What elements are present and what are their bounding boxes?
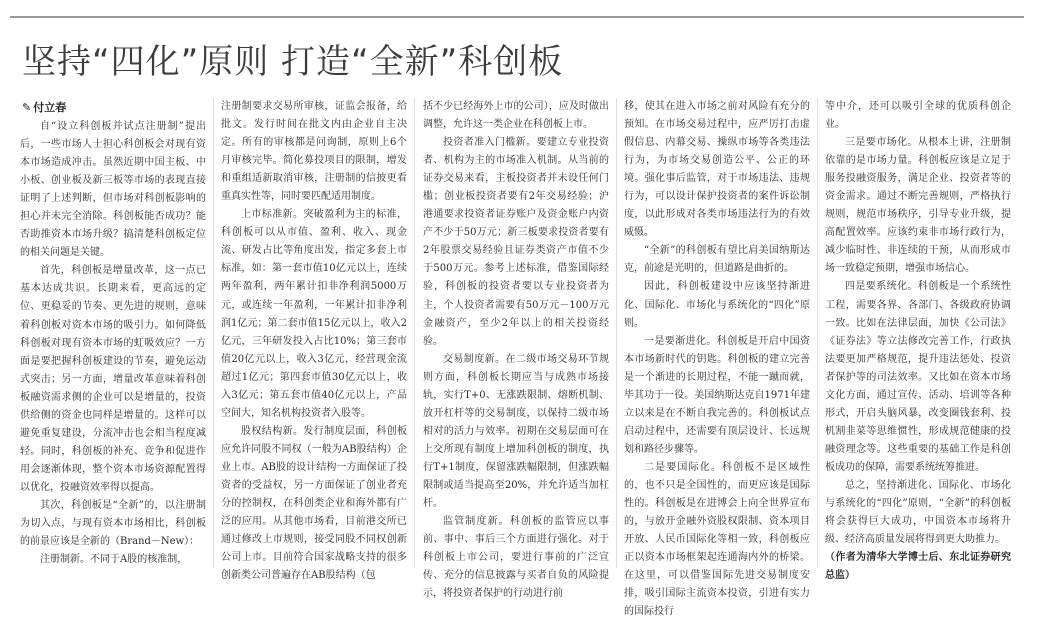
article-column-2	[221, 98, 407, 582]
column-divider	[213, 98, 214, 568]
article-column-3	[423, 98, 609, 600]
paragraph: 一是要渐进化。科创板是开启中国资本市场新时代的钥匙。科创板的建立完善是一个渐进的长期过程，不能一蹴而就，毕其功于一役。美国纳斯达克自1971年建立以来是在不断自我完善的。科创板试点启动过程中，还需要有顶层设计、长远规划和路径步骤等。	[624, 335, 810, 455]
article-column-4	[624, 98, 810, 618]
top-rule	[10, 16, 1024, 18]
column-divider	[817, 98, 818, 568]
paragraph: 注册制要求交易所审核，证监会报备，给批文。发行时间在批文内由企业自主决定。所有的审核都是问询制，原则上6个月审核完毕。简化募投项目的限制，增发和重组适新取消审核，注册制的信披更看重真实性等，同时要匹配适用制度。	[221, 101, 407, 203]
byline	[22, 99, 66, 115]
paragraph: 其次，科创板是“全新”的，以注册制为切入点，与现有资本市场相比，科创板的前景应该是全新的（Brand－New）：	[20, 499, 206, 548]
paragraph: 三是要市场化。从根本上讲，注册制依靠的是市场力量。科创板应该是立足于服务投融资服务，满足企业、投资者等的资金需求。通过不断完善规则，严格执行规则，规范市场秩序，引导专业升级，提高配置效率。应该约束非市场行政行为，减少临时性、非连续的干预，从而形成市场一致稳定预期，增强市场信心。	[825, 137, 1011, 275]
paragraph: 监管制度新。科创板的监管应以事前、事中、事后三个方面进行强化。对于科创板上市公司，要进行事前的广泛宣传、充分的信息披露与买者自负的风险提示，将投资者保护的行动进行前	[423, 516, 609, 600]
article-column-5	[825, 98, 1011, 582]
paragraph: 自“设立科创板并试点注册制”提出后，一些市场人士担心科创板会对现有资本市场造成冲击。虽然近期中国主板、中小板、创业板及新三板等市场的表现直接证明了上述判断，但市场对科创板影响的担心并未完全消除。科创板能否成功？能否助推资本市场升级？搞清楚科创板定位的相关问题是关键。	[20, 121, 206, 259]
paragraph: 交易制度新。在二级市场交易环节规则方面，科创板长期应当与成熟市场接轨，实行T+0、无涨跌限制、熔断机制、放开杠杆等的交易制度，以保持二级市场相对的活力与效率。初期在交易层面可在上交所现有制度上增加科创板的制度，执行T+1制度，保留涨跌幅限制，但涨跌幅限制或适当提高至20%，并允许适当加杠杆。	[423, 353, 609, 510]
paragraph: 投资者准入门槛新。要建立专业投资者、机构为主的市场准入机制。从当前的证券交易来看，主板投资者并未设任何门槛；创业板投资者要有2年交易经验；沪港通要求投资者证券账户及资金账户内资产不少于50万元；新三板要求投资者要有2年股票交易经验且证券类资产市值不少于500万元。参考上述标准，借鉴国际经验，科创板的投资者要以专业投资者为主，个人投资者需要有50万元－100万元金融资产，至少2年以上的相关投资经验。	[423, 137, 609, 347]
paragraph: 移，使其在进入市场之前对风险有充分的预知。在市场交易过程中，应严厉打击虚假信息、内幕交易、操纵市场等各类违法行为，为市场交易创造公平、公正的环境。强化事后监管，对于市场违法、违规行为，可以设计保护投资者的案件诉讼制度，以此形成对各类市场违法行为的有效威慑。	[624, 101, 810, 239]
article-headline: 坚持“四化”原则 打造“全新”科创板	[22, 42, 564, 82]
paragraph: “全新”的科创板有望比肩美国纳斯达克，前途是光明的，但道路是曲折的。	[624, 245, 810, 275]
paragraph: 因此，科创板建设中应该坚持渐进化、国际化、市场化与系统化的“四化”原则。	[624, 281, 810, 329]
paragraph: 总之，坚持渐进化、国际化、市场化与系统化的“四化”原则，“全新”的科创板将会获得巨大成功，中国资本市场将升级、经济高质量发展将得到更大助推力。	[825, 479, 1011, 546]
article-column-1	[20, 118, 206, 570]
paragraph: 四是要系统化。科创板是一个系统性工程，需要各界、各部门、各级政府协调一致。比如在法律层面，加快《公司法》《证券法》等立法修改完善工作，行政执法要更加严格规范，提升违法惩处、投资者保护等的司法效率。又比如在资本市场文化方面，通过宣传、活动、培训等各种形式，开启头脑风暴，改变圈钱套利、投机割韭菜等思维惯性，形成规范健康的投融资理念等。这些重要的基础工作是科创板成功的保障，需要系统统筹推进。	[825, 281, 1011, 473]
author-name: 付立春	[33, 101, 67, 114]
paragraph: 括不少已经海外上市的公司），应及时做出调整，允许这一类企业在科创板上市。	[423, 101, 609, 131]
column-divider	[414, 98, 415, 568]
author-note: （作者为清华大学博士后、东北证券研究总监）	[825, 552, 1011, 582]
pen-icon: ✎	[22, 101, 32, 114]
paragraph: 二是要国际化。科创板不是区域性的，也不只是全国性的，而更应该是国际性的。科创板是在进博会上向全世界宣布的，与放开金融外资股权限制、资本项目开放、人民币国际化等相一致，科创板应正以资本市场框架起连通海内外的桥梁。在这里，可以借鉴国际先进交易制度安排，吸引国际主流资本投资，引进有实力的国际投行	[624, 461, 810, 618]
paragraph: 股权结构新。发行制度层面，科创板应允许同股不同权（一般为AB股结构）企业上市。AB股的设计结构一方面保证了投资者的受益权，另一方面保证了创业者充分的控制权，在科创类企业和海外都有广泛的应用。从其他市场看，目前港交所已通过修改上市规则，接受同股不同权创新公司上市。目前符合国家战略支持的很多创新类公司普遍存在AB股结构（包	[221, 425, 407, 582]
paragraph: 上市标准新。突破盈利为主的标准，科创板可以从市值、盈利、收入、现金流、研发占比等角度出发，指定多套上市标准，如：第一套市值10亿元以上，连续两年盈利，两年累计扣非净利润5000万元，或连续一年盈利，一年累计扣非净利润1亿元；第二套市值15亿元以上，收入2亿元，三年研发投入占比10%；第三套市值20亿元以上，收入3亿元，经营现金流超过1亿元；第四套市值30亿元以上，收入3亿元；第五套市值40亿元以上，产品空间大，知名机构投资者入股等。	[221, 209, 407, 419]
paragraph: 首先，科创板是增量改革，这一点已基本达成共识。长期来看，更高远的定位、更稳妥的节奏、更先进的规则，意味着科创板对资本市场的吸引力。如何降低科创板对现有资本市场的虹吸效应？一方面是要把握科创板建设的节奏，避免运动式突击；另一方面，增量改革意味着科创板融资需求侧的企业可以是增量的，投资供给侧的资金也同样是增量的。这样可以避免重复建设，分流冲击也会相当程度减轻。同时，科创板的补充、竞争和促进作用会逐渐体现，整个资本市场资源配置得以优化，投融资效率得以提高。	[20, 265, 206, 493]
paragraph: 等中介，还可以吸引全球的优质科创企业。	[825, 101, 1011, 131]
paragraph: 注册制新。不同于A股的核准制，	[40, 554, 188, 566]
column-divider	[616, 98, 617, 568]
